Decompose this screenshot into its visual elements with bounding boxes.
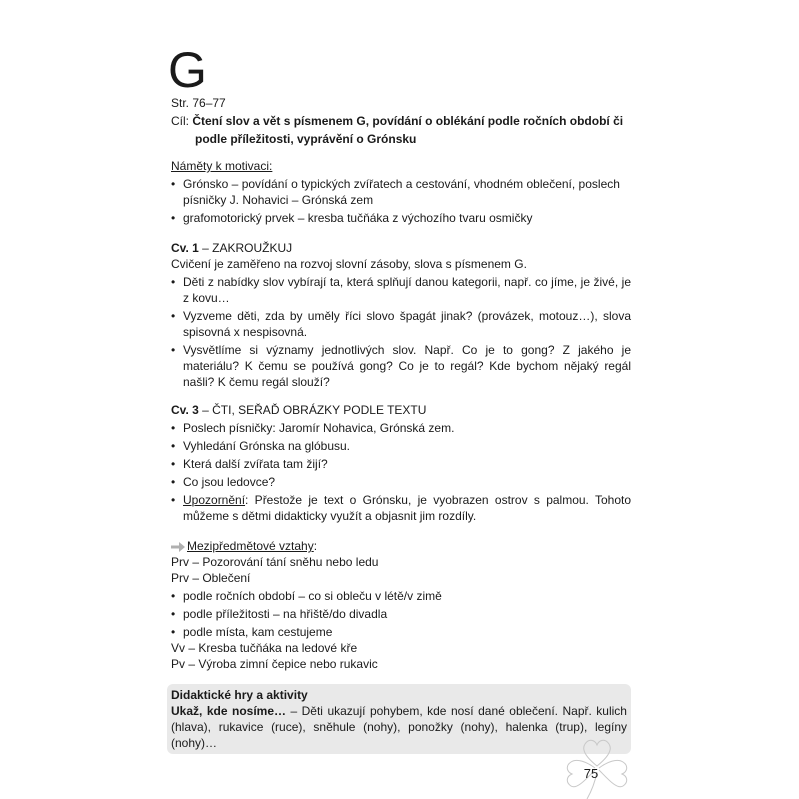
exercise-3 bbox=[171, 402, 631, 524]
exercise-1 bbox=[171, 240, 631, 390]
exercise-title: – ČTI, SEŘAĎ OBRÁZKY PODLE TEXTU bbox=[198, 403, 427, 417]
cross-line: Prv – Pozorování tání sněhu nebo ledu bbox=[171, 555, 379, 569]
cross-heading: Mezipředmětové vztahy bbox=[187, 539, 314, 553]
list-item: • Děti z nabídky slov vybírají ta, která splňují danou kategorii, např. co jíme, je živé, je z kovu… bbox=[171, 274, 631, 306]
list-item: • podle ročních období – co si obleču v létě/v zimě bbox=[171, 588, 631, 604]
list-item: • Co jsou ledovce? bbox=[171, 474, 631, 490]
note-label: Upozornění bbox=[183, 493, 246, 507]
page-number: 75 bbox=[583, 766, 599, 781]
game-text: – Děti ukazují pohybem, kde nosí dané oblečení. Např. kulich (hlava), rukavice (ruce), sněhule (nohy), ponožky (nohy), halenka (trup), legíny (nohy)… bbox=[171, 704, 627, 750]
cross-line: Prv – Oblečení bbox=[171, 571, 251, 585]
cross-curricular-section bbox=[171, 538, 631, 672]
game-title: Ukaž, kde nosíme… bbox=[171, 704, 286, 718]
list-item: • Grónsko – povídání o typických zvířatech a cestování, vhodném oblečení, poslech písničky J. Nohavici – Grónská zem bbox=[171, 176, 631, 208]
chapter-letter: G bbox=[168, 42, 207, 98]
activities-heading: Didaktické hry a aktivity bbox=[171, 688, 308, 702]
cross-line: Vv – Kresba tučňáka na ledové kře bbox=[171, 641, 358, 655]
list-item: • Která další zvířata tam žijí? bbox=[171, 456, 631, 472]
goal-text: Čtení slov a vět s písmenem G, povídání o oblékání podle ročních období či podle příležitosti, vyprávění o Grónsku bbox=[192, 114, 624, 146]
motivation-section bbox=[171, 158, 631, 226]
motivation-heading: Náměty k motivaci: bbox=[171, 159, 273, 173]
list-item: • podle příležitosti – na hřiště/do divadla bbox=[171, 606, 631, 622]
list-item: • grafomotorický prvek – kresba tučňáka z výchozího tvaru osmičky bbox=[171, 210, 631, 226]
list-item: • podle místa, kam cestujeme bbox=[171, 624, 631, 640]
note-item bbox=[171, 492, 631, 524]
exercise-number: Cv. 3 bbox=[171, 403, 199, 417]
activities-box bbox=[167, 684, 631, 754]
list-item: • Vyhledání Grónska na glóbusu. bbox=[171, 438, 631, 454]
goal bbox=[171, 112, 631, 148]
cross-line: Pv – Výroba zimní čepice nebo rukavic bbox=[171, 657, 378, 671]
exercise-intro: Cvičení je zaměřeno na rozvoj slovní zásoby, slova s písmenem G. bbox=[171, 257, 527, 271]
note-text: : Přestože je text o Grónsku, je vyobrazen ostrov s palmou. Tohoto můžeme s dětmi didakticky využít a objasnit jim rozdíly. bbox=[183, 493, 631, 523]
exercise-title: – ZAKROUŽKUJ bbox=[198, 241, 293, 255]
goal-label: Cíl: bbox=[171, 114, 189, 128]
arrow-right-icon bbox=[171, 542, 185, 552]
list-item: • Poslech písničky: Jaromír Nohavica, Grónská zem. bbox=[171, 420, 631, 436]
exercise-number: Cv. 1 bbox=[171, 241, 199, 255]
list-item: • Vysvětlíme si významy jednotlivých slov. Např. Co je to gong? Z jakého je materiálu? K čemu se používá gong? Co je to regál? Kde bychom nějaký regál našli? K čemu regál slouží? bbox=[171, 342, 631, 390]
colon: : bbox=[313, 539, 318, 553]
content-column bbox=[171, 95, 631, 754]
list-item: • Vyzveme děti, zda by uměly říci slovo špagát jinak? (provázek, motouz…), slova spisovná x nespisovná. bbox=[171, 308, 631, 340]
page-reference: Str. 76–77 bbox=[171, 96, 226, 110]
